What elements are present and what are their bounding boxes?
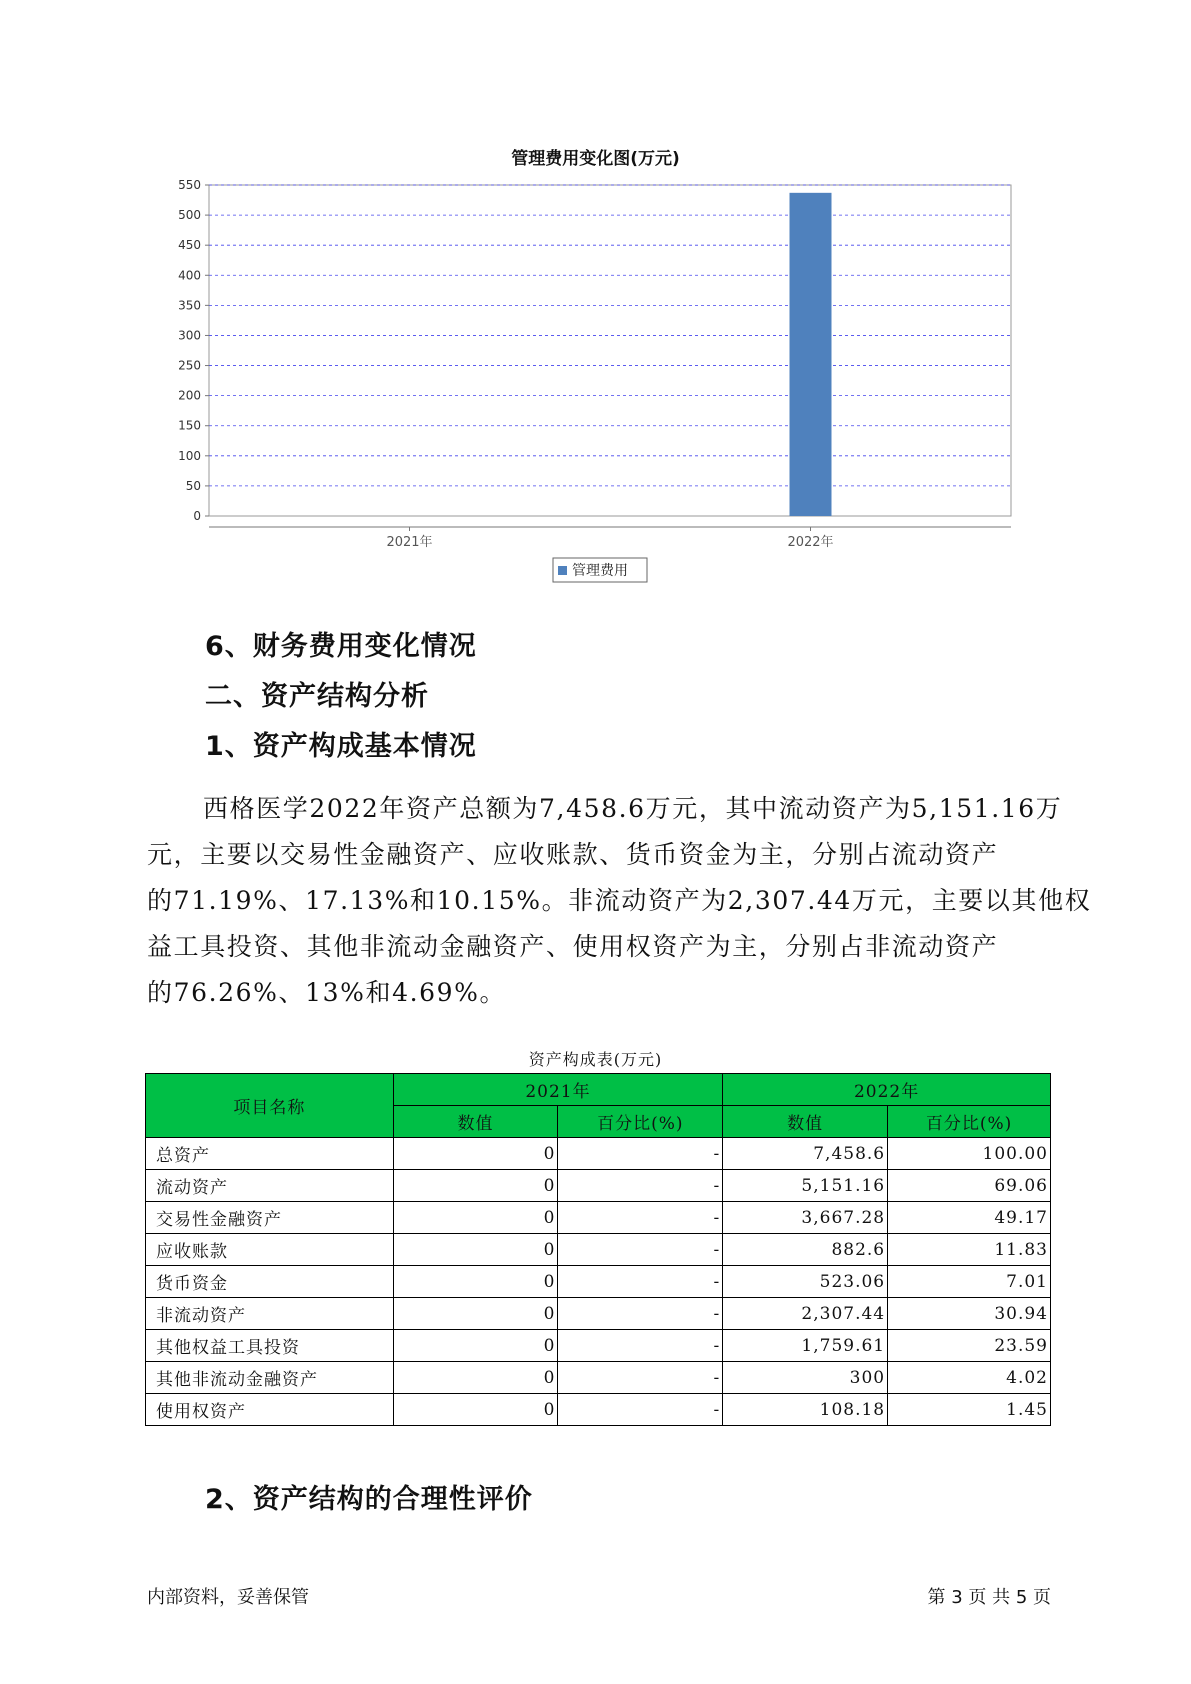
cell-2021-value: 0 xyxy=(393,1362,558,1394)
cell-2022-pct: 11.83 xyxy=(888,1234,1051,1266)
cell-2022-pct: 100.00 xyxy=(888,1138,1051,1170)
col-header-item: 项目名称 xyxy=(146,1074,394,1138)
cell-2021-pct: - xyxy=(558,1202,723,1234)
bar-chart xyxy=(0,0,1191,600)
cell-2022-value: 5,151.16 xyxy=(723,1170,888,1202)
cell-2022-value: 300 xyxy=(723,1362,888,1394)
cell-2022-pct: 69.06 xyxy=(888,1170,1051,1202)
col-header-value: 数值 xyxy=(723,1106,888,1138)
section-heading-rationality: 2、资产结构的合理性评价 xyxy=(205,1484,533,1515)
row-name: 流动资产 xyxy=(146,1170,394,1202)
col-header-year-2021: 2021年 xyxy=(393,1074,723,1106)
y-tick-label: 450 xyxy=(178,238,201,253)
footer-confidential: 内部资料，妥善保管 xyxy=(147,1587,309,1608)
paragraph-line: 元，主要以交易性金融资产、应收账款、货币资金为主，分别占流动资产 xyxy=(147,840,999,869)
cell-2022-value: 3,667.28 xyxy=(723,1202,888,1234)
cell-2021-pct: - xyxy=(558,1330,723,1362)
paragraph-line: 益工具投资、其他非流动金融资产、使用权资产为主，分别占非流动资产 xyxy=(147,932,999,961)
section-heading-finance-cost: 6、财务费用变化情况 xyxy=(205,631,477,662)
table-row xyxy=(146,1394,1051,1426)
row-name: 货币资金 xyxy=(146,1266,394,1298)
cell-2022-value: 7,458.6 xyxy=(723,1138,888,1170)
asset-composition-table xyxy=(145,1073,1051,1426)
paragraph-line: 的71.19%、17.13%和10.15%。非流动资产为2,307.44万元，主要以其他权 xyxy=(147,886,1092,915)
cell-2022-value: 108.18 xyxy=(723,1394,888,1426)
table-row xyxy=(146,1202,1051,1234)
cell-2021-value: 0 xyxy=(393,1170,558,1202)
cell-2021-pct: - xyxy=(558,1170,723,1202)
y-tick-label: 300 xyxy=(178,328,201,343)
legend-label: 管理费用 xyxy=(572,563,628,579)
table-row xyxy=(146,1330,1051,1362)
cell-2021-pct: - xyxy=(558,1266,723,1298)
cell-2022-value: 1,759.61 xyxy=(723,1330,888,1362)
y-tick-label: 200 xyxy=(178,388,201,403)
cell-2022-pct: 30.94 xyxy=(888,1298,1051,1330)
chart-title: 管理费用变化图(万元) xyxy=(511,149,680,169)
y-tick-label: 550 xyxy=(178,178,201,192)
row-name: 交易性金融资产 xyxy=(146,1202,394,1234)
row-name: 其他非流动金融资产 xyxy=(146,1362,394,1394)
y-tick-label: 50 xyxy=(185,478,201,493)
cell-2021-value: 0 xyxy=(393,1266,558,1298)
cell-2021-pct: - xyxy=(558,1234,723,1266)
col-header-year-2022: 2022年 xyxy=(723,1074,1051,1106)
table-row xyxy=(146,1138,1051,1170)
paragraph-line: 的76.26%、13%和4.69%。 xyxy=(147,978,507,1007)
col-header-pct: 百分比(%) xyxy=(888,1106,1051,1138)
cell-2021-pct: - xyxy=(558,1298,723,1330)
row-name: 非流动资产 xyxy=(146,1298,394,1330)
cell-2021-value: 0 xyxy=(393,1330,558,1362)
y-tick-label: 400 xyxy=(178,268,201,283)
cell-2021-pct: - xyxy=(558,1138,723,1170)
col-header-value: 数值 xyxy=(393,1106,558,1138)
y-tick-label: 250 xyxy=(178,358,201,373)
x-tick-label: 2022年 xyxy=(787,535,834,550)
cell-2022-pct: 7.01 xyxy=(888,1266,1051,1298)
cell-2022-pct: 1.45 xyxy=(888,1394,1051,1426)
row-name: 总资产 xyxy=(146,1138,394,1170)
section-heading-asset-structure: 二、资产结构分析 xyxy=(205,681,429,712)
row-name: 应收账款 xyxy=(146,1234,394,1266)
y-tick-label: 150 xyxy=(178,418,201,433)
cell-2021-value: 0 xyxy=(393,1234,558,1266)
cell-2022-value: 523.06 xyxy=(723,1266,888,1298)
cell-2021-value: 0 xyxy=(393,1138,558,1170)
cell-2022-value: 2,307.44 xyxy=(723,1298,888,1330)
cell-2022-pct: 4.02 xyxy=(888,1362,1051,1394)
cell-2021-pct: - xyxy=(558,1362,723,1394)
footer-page-number: 第 3 页 共 5 页 xyxy=(927,1587,1051,1608)
cell-2022-pct: 49.17 xyxy=(888,1202,1051,1234)
x-tick-label: 2021年 xyxy=(386,535,433,550)
cell-2021-value: 0 xyxy=(393,1298,558,1330)
cell-2021-value: 0 xyxy=(393,1202,558,1234)
table-row xyxy=(146,1362,1051,1394)
table-row xyxy=(146,1234,1051,1266)
table-row xyxy=(146,1266,1051,1298)
cell-2021-value: 0 xyxy=(393,1394,558,1426)
paragraph-line: 西格医学2022年资产总额为7,458.6万元，其中流动资产为5,151.16万 xyxy=(203,794,1063,823)
table-row xyxy=(146,1170,1051,1202)
y-tick-label: 0 xyxy=(193,509,201,523)
cell-2021-pct: - xyxy=(558,1394,723,1426)
table-row xyxy=(146,1298,1051,1330)
y-tick-label: 100 xyxy=(178,448,201,463)
bar xyxy=(790,193,832,516)
cell-2022-value: 882.6 xyxy=(723,1234,888,1266)
row-name: 使用权资产 xyxy=(146,1394,394,1426)
table-caption: 资产构成表(万元) xyxy=(528,1050,663,1069)
section-heading-asset-composition: 1、资产构成基本情况 xyxy=(205,731,477,762)
plot-area xyxy=(209,185,1011,516)
col-header-pct: 百分比(%) xyxy=(558,1106,723,1138)
cell-2022-pct: 23.59 xyxy=(888,1330,1051,1362)
y-tick-label: 350 xyxy=(178,298,201,313)
table-header-row xyxy=(146,1074,1051,1106)
row-name: 其他权益工具投资 xyxy=(146,1330,394,1362)
legend-swatch xyxy=(558,566,567,575)
y-tick-label: 500 xyxy=(178,208,201,223)
